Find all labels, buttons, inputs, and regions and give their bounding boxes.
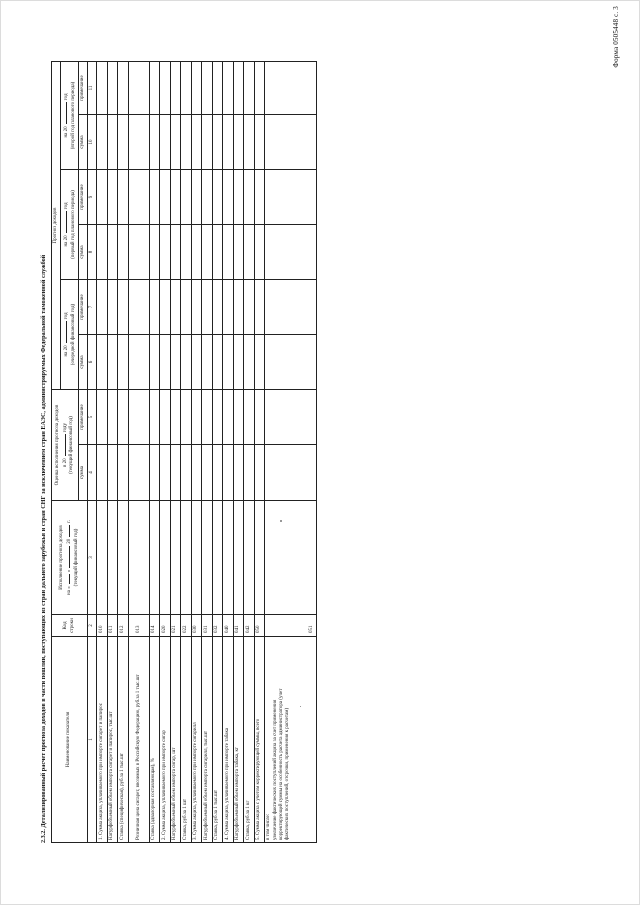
indicator-name: Ставка (специфическая), руб.за 1 тыс.шт [118, 637, 129, 843]
exec-date-suffix: г. [67, 520, 73, 523]
value-cell[interactable] [191, 170, 202, 225]
value-cell[interactable] [254, 280, 265, 335]
value-cell[interactable] [254, 445, 265, 501]
exec-date-year: 20 [67, 538, 73, 544]
column-number: 11 [88, 62, 97, 115]
table-row [223, 62, 234, 843]
note-line: корректирующей суммы на особенность расчета администратора (учет [278, 688, 284, 840]
row-code: 030 [191, 615, 202, 637]
value-cell[interactable] [223, 170, 234, 225]
value-cell[interactable] [233, 501, 244, 615]
value-cell[interactable] [181, 62, 192, 115]
value-cell[interactable] [170, 115, 181, 170]
value-cell[interactable] [97, 390, 108, 445]
indicator-name: Ставка, руб.за 1 тыс.шт [212, 637, 223, 843]
value-cell[interactable] [160, 62, 171, 115]
header-estimate [52, 390, 79, 501]
row-code: 031 [202, 615, 213, 637]
header-plan-year-2 [61, 62, 79, 170]
value-cell[interactable] [160, 335, 171, 390]
value-cell[interactable] [107, 335, 118, 390]
value-cell[interactable] [149, 115, 160, 170]
value-cell[interactable] [191, 280, 202, 335]
value-cell[interactable] [170, 445, 181, 501]
table-row [97, 62, 108, 843]
note-indicator-name [265, 637, 317, 843]
value-cell[interactable] [160, 280, 171, 335]
value-cell[interactable] [170, 170, 181, 225]
value-cell[interactable] [212, 280, 223, 335]
value-cell[interactable] [181, 335, 192, 390]
value-cell[interactable] [191, 62, 202, 115]
value-cell[interactable] [233, 170, 244, 225]
column-number: 8 [88, 225, 97, 280]
value-cell[interactable] [254, 115, 265, 170]
value-cell[interactable] [181, 280, 192, 335]
value-cell[interactable] [254, 335, 265, 390]
value-cell[interactable] [191, 445, 202, 501]
value-cell[interactable] [212, 501, 223, 615]
value-cell[interactable] [170, 501, 181, 615]
value-cell[interactable] [202, 445, 213, 501]
column-number: 10 [88, 115, 97, 170]
value-cell[interactable] [212, 62, 223, 115]
value-cell[interactable] [202, 225, 213, 280]
row-code: 011 [107, 615, 118, 637]
value-cell[interactable] [244, 170, 255, 225]
value-cell[interactable] [118, 280, 129, 335]
value-cell[interactable] [128, 280, 149, 335]
p2-caption: (второй год планового периода) [70, 81, 76, 150]
value-cell[interactable] [181, 390, 192, 445]
value-cell[interactable] [128, 225, 149, 280]
value-cell[interactable] [244, 225, 255, 280]
value-cell[interactable] [149, 280, 160, 335]
value-cell[interactable] [149, 225, 160, 280]
indicator-name: Натурфобъемный объем импорта сигар, шт [170, 637, 181, 843]
indicator-name: Розничная цена сигарет, ввозимых в Российскую Федерацию, руб.за 1 тыс.шт [128, 637, 149, 843]
exec-line1: Исполнение прогноза доходов [59, 525, 65, 590]
value-cell[interactable] [128, 390, 149, 445]
indicator-name: 5. Сумма акциза с учетом корректирующей суммы, всего [254, 637, 265, 843]
value-cell[interactable] [202, 335, 213, 390]
header-code: Код строки [52, 615, 88, 637]
exec-line3: (текущий финансовый год) [73, 528, 79, 587]
value-cell[interactable] [212, 335, 223, 390]
value-cell[interactable] [254, 225, 265, 280]
value-cell[interactable] [97, 62, 108, 115]
row-code: 040 [223, 615, 234, 637]
value-cell[interactable] [149, 445, 160, 501]
column-number: 4 [88, 445, 97, 501]
indicator-name: 3. Сумма акциза, уплачиваемого при импорте сигарилл [191, 637, 202, 843]
value-cell[interactable] [265, 225, 317, 280]
value-cell[interactable] [254, 390, 265, 445]
table-row [149, 62, 160, 843]
value-cell[interactable] [97, 115, 108, 170]
subheader-remark: примечание [78, 170, 87, 225]
value-cell[interactable] [128, 115, 149, 170]
p2-year [62, 64, 70, 167]
indicator-name: Натурфобъемный объем импорта сигарилл, тыс.шт [202, 637, 213, 843]
value-cell[interactable] [128, 335, 149, 390]
section-title: 2.3.2. Детализированный расчет прогноза доходов в части пошлин, поступающих из стран дальнего зарубежья и стран СНГ за исключением стран ЕАЭС, администрируемых Федеральной таможенной службой [40, 254, 47, 843]
row-code: 051 [265, 615, 317, 637]
value-cell[interactable] [223, 445, 234, 501]
row-code: 032 [212, 615, 223, 637]
value-cell[interactable] [107, 280, 118, 335]
table-row [191, 62, 202, 843]
value-cell[interactable] [160, 170, 171, 225]
value-cell[interactable] [107, 170, 118, 225]
column-number: 6 [88, 335, 97, 390]
table-row [212, 62, 223, 843]
fy-prefix: на 20 [64, 345, 70, 357]
value-cell[interactable] [170, 62, 181, 115]
value-cell[interactable] [97, 280, 108, 335]
value-cell[interactable] [265, 280, 317, 335]
p1-prefix: на 20 [64, 235, 70, 247]
value-cell[interactable] [233, 390, 244, 445]
value-cell[interactable] [118, 335, 129, 390]
value-cell[interactable] [233, 225, 244, 280]
value-cell[interactable] [118, 115, 129, 170]
value-cell[interactable] [107, 62, 118, 115]
subheader-remark: примечание [78, 280, 87, 335]
value-cell[interactable] [244, 445, 255, 501]
column-number: 3 [88, 501, 97, 615]
column-number: 1 [88, 637, 97, 843]
header-next-fy [61, 280, 79, 390]
p1-caption: (первый год планового периода) [70, 190, 76, 259]
row-code: 050 [254, 615, 265, 637]
value-cell[interactable] [265, 170, 317, 225]
value-cell[interactable] [191, 225, 202, 280]
table-row [118, 62, 129, 843]
value-cell[interactable] [149, 62, 160, 115]
value-cell[interactable] [118, 445, 129, 501]
value-cell[interactable] [233, 115, 244, 170]
value-cell[interactable] [265, 115, 317, 170]
form-reference: Форма 0505448 с. 3 [612, 6, 620, 68]
value-cell[interactable] [223, 225, 234, 280]
value-cell[interactable] [181, 170, 192, 225]
row-code: 041 [233, 615, 244, 637]
row-code: 014 [149, 615, 160, 637]
value-cell[interactable] [212, 390, 223, 445]
subheader-sum: сумма [78, 335, 87, 390]
header-plan-year-1 [61, 170, 79, 280]
value-cell[interactable] [97, 445, 108, 501]
value-cell[interactable] [233, 62, 244, 115]
value-cell[interactable] [170, 280, 181, 335]
table-row [202, 62, 213, 843]
note-line: в том числе: [266, 813, 272, 840]
value-cell[interactable] [170, 390, 181, 445]
value-cell[interactable] [202, 280, 213, 335]
subheader-remark: примечание [78, 390, 87, 445]
p1-suffix: год [64, 202, 70, 210]
row-code: 013 [128, 615, 149, 637]
column-number-row [88, 62, 97, 843]
table-row [254, 62, 265, 843]
header-row-1 [52, 62, 61, 843]
value-cell[interactable] [223, 115, 234, 170]
indicator-name: Натурфобъемный объем импорта сигарет и папирос, тыс.шт [107, 637, 118, 843]
value-cell[interactable] [160, 225, 171, 280]
fy-caption: (очередной финансовый год) [70, 303, 76, 366]
value-cell[interactable] [107, 501, 118, 615]
row-code: 012 [118, 615, 129, 637]
est-line2 [61, 392, 69, 498]
value-cell[interactable] [118, 170, 129, 225]
value-cell[interactable] [181, 225, 192, 280]
column-number: 9 [88, 170, 97, 225]
p2-suffix: год [64, 93, 70, 101]
value-cell[interactable] [202, 62, 213, 115]
value-cell[interactable] [223, 62, 234, 115]
value-cell[interactable] [223, 335, 234, 390]
value-cell[interactable] [97, 335, 108, 390]
value-cell[interactable] [265, 445, 317, 501]
value-cell[interactable] [97, 225, 108, 280]
value-cell[interactable] [202, 390, 213, 445]
indicator-name: 4. Сумма акциза, уплачиваемого при импорте табака [223, 637, 234, 843]
fy-year [62, 282, 70, 387]
value-cell[interactable] [128, 62, 149, 115]
table-row [244, 62, 255, 843]
note-line: фактических поступлений, отсрочки, применения к расчетам) [285, 707, 290, 840]
fy-suffix: год [64, 312, 70, 320]
value-cell[interactable] [265, 335, 317, 390]
column-number: 2 [88, 615, 97, 637]
value-cell[interactable] [212, 225, 223, 280]
value-cell[interactable] [212, 445, 223, 501]
row-code: 021 [170, 615, 181, 637]
value-cell[interactable] [191, 390, 202, 445]
value-cell[interactable] [202, 115, 213, 170]
row-code: 022 [181, 615, 192, 637]
column-number: 7 [88, 280, 97, 335]
value-cell[interactable] [107, 390, 118, 445]
value-cell[interactable] [191, 501, 202, 615]
value-cell[interactable] [244, 115, 255, 170]
value-cell[interactable] [244, 335, 255, 390]
value-cell[interactable] [118, 501, 129, 615]
value-cell[interactable] [160, 390, 171, 445]
exec-date-prefix: на « [67, 586, 73, 595]
indicator-name: Ставка, руб.за 1 шт [181, 637, 192, 843]
table-row [170, 62, 181, 843]
value-cell[interactable] [191, 115, 202, 170]
value-cell[interactable] [160, 445, 171, 501]
value-cell[interactable] [149, 390, 160, 445]
value-cell[interactable] [107, 115, 118, 170]
value-cell[interactable] [244, 62, 255, 115]
table-row [107, 62, 118, 843]
table-row [128, 62, 149, 843]
value-cell[interactable] [107, 225, 118, 280]
value-cell[interactable] [223, 280, 234, 335]
value-cell[interactable] [118, 390, 129, 445]
value-cell[interactable] [160, 115, 171, 170]
value-cell[interactable] [107, 445, 118, 501]
value-cell[interactable] [265, 501, 317, 615]
value-cell[interactable] [170, 335, 181, 390]
row-code: 020 [160, 615, 171, 637]
value-cell[interactable] [244, 280, 255, 335]
value-cell[interactable] [128, 170, 149, 225]
est-line1: Оценка исполнения прогноза доходов [54, 404, 60, 486]
p2-prefix: на 20 [64, 126, 70, 138]
value-cell[interactable] [128, 501, 149, 615]
header-name: Наименование показателя [52, 637, 88, 843]
est-year-suffix: году [62, 423, 68, 433]
est-line3: (текущий финансовый год) [69, 416, 74, 474]
value-cell[interactable] [233, 445, 244, 501]
table-row-note [265, 62, 317, 843]
value-cell[interactable] [202, 501, 213, 615]
value-cell[interactable] [223, 390, 234, 445]
value-cell[interactable] [149, 170, 160, 225]
value-cell[interactable] [181, 445, 192, 501]
row-code: 010 [97, 615, 108, 637]
value-cell[interactable] [233, 280, 244, 335]
indicator-name: 1. Сумма акциза, уплачиваемого при импорте сигарет и папирос [97, 637, 108, 843]
indicator-name: Ставка (адвалорная составляющая), % [149, 637, 160, 843]
value-cell[interactable] [202, 170, 213, 225]
table-row [160, 62, 171, 843]
header-forecast: Прогноз доходов [52, 62, 61, 390]
value-cell[interactable] [128, 445, 149, 501]
value-cell[interactable] [265, 62, 317, 115]
indicator-name: Ставка, руб.за 1 кг [244, 637, 255, 843]
subheader-sum: сумма [78, 445, 87, 501]
est-year-prefix: в 20 [62, 458, 68, 467]
table-row [233, 62, 244, 843]
value-cell[interactable] [181, 501, 192, 615]
value-cell[interactable] [233, 335, 244, 390]
value-cell[interactable] [212, 170, 223, 225]
forecast-table [51, 61, 317, 843]
value-cell[interactable] [118, 62, 129, 115]
note-line: увеличение фактических поступлений акциза за счет применения [272, 699, 278, 840]
value-cell[interactable] [212, 115, 223, 170]
value-cell[interactable] [244, 390, 255, 445]
value-cell[interactable] [244, 501, 255, 615]
value-cell[interactable] [149, 335, 160, 390]
value-cell[interactable] [265, 390, 317, 445]
subheader-sum: сумма [78, 225, 87, 280]
value-cell[interactable] [191, 335, 202, 390]
exec-line2 [65, 503, 73, 612]
p1-year [62, 172, 70, 277]
value-cell[interactable] [254, 170, 265, 225]
row-code: 042 [244, 615, 255, 637]
value-cell[interactable] [223, 501, 234, 615]
value-cell[interactable] [254, 62, 265, 115]
header-execution [52, 501, 88, 615]
value-cell[interactable] [118, 225, 129, 280]
value-cell[interactable] [181, 115, 192, 170]
value-cell[interactable] [97, 501, 108, 615]
value-cell[interactable] [160, 501, 171, 615]
value-cell[interactable] [149, 501, 160, 615]
value-cell[interactable] [97, 170, 108, 225]
column-number: 5 [88, 390, 97, 445]
table-row [181, 62, 192, 843]
indicator-name: Натурфобъемный объем импорта табака, кг [233, 637, 244, 843]
subheader-sum: сумма [78, 115, 87, 170]
indicator-name: 2. Сумма акциза, уплачиваемого при импорте сигар [160, 637, 171, 843]
value-cell[interactable] [170, 225, 181, 280]
exec-date-mid: » [67, 569, 73, 573]
value-cell[interactable] [254, 501, 265, 615]
subheader-remark: примечание [78, 62, 87, 115]
